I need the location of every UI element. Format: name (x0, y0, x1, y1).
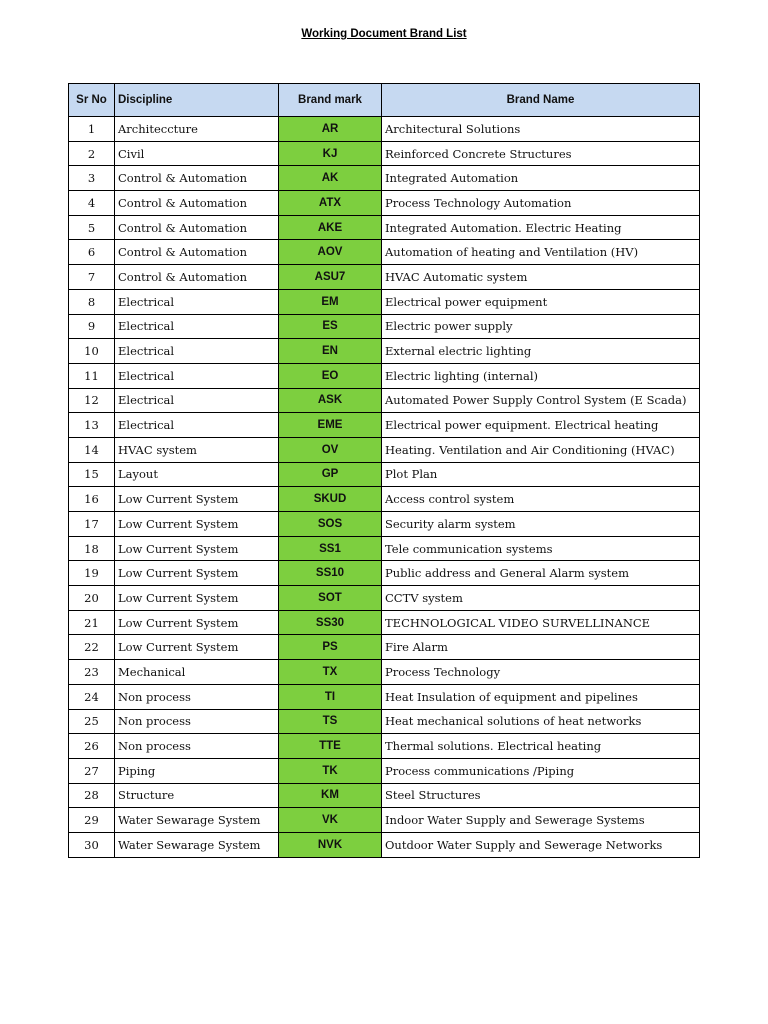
brand-name-cell: CCTV system (382, 586, 700, 611)
brand-name-cell: Process Technology Automation (382, 191, 700, 216)
table-body (69, 117, 700, 858)
table-row (69, 561, 700, 586)
sr-no-cell: 13 (69, 413, 115, 438)
discipline-cell: Non process (115, 709, 279, 734)
table-row (69, 783, 700, 808)
brand-mark-cell: VK (279, 808, 382, 833)
brand-mark-cell: KJ (279, 141, 382, 166)
table-row (69, 215, 700, 240)
discipline-cell: Low Current System (115, 512, 279, 537)
brand-name-cell: Architectural Solutions (382, 117, 700, 142)
table-row (69, 289, 700, 314)
discipline-cell: Electrical (115, 388, 279, 413)
discipline-cell: Non process (115, 734, 279, 759)
discipline-cell: Electrical (115, 413, 279, 438)
brand-name-cell: Electric lighting (internal) (382, 363, 700, 388)
header-row (69, 84, 700, 117)
discipline-cell: Water Sewarage System (115, 832, 279, 857)
brand-mark-cell: SS10 (279, 561, 382, 586)
brand-name-cell: Integrated Automation. Electric Heating (382, 215, 700, 240)
brand-name-cell: Indoor Water Supply and Sewerage Systems (382, 808, 700, 833)
brand-name-cell: External electric lighting (382, 339, 700, 364)
column-header-brand-mark: Brand mark (279, 84, 382, 117)
sr-no-cell: 28 (69, 783, 115, 808)
discipline-cell: Low Current System (115, 635, 279, 660)
sr-no-cell: 30 (69, 832, 115, 857)
brand-mark-cell: AK (279, 166, 382, 191)
sr-no-cell: 14 (69, 437, 115, 462)
table-row (69, 363, 700, 388)
brand-mark-cell: ASK (279, 388, 382, 413)
discipline-cell: Civil (115, 141, 279, 166)
discipline-cell: Control & Automation (115, 265, 279, 290)
brand-mark-cell: SS30 (279, 610, 382, 635)
table-row (69, 265, 700, 290)
sr-no-cell: 9 (69, 314, 115, 339)
brand-mark-cell: EN (279, 339, 382, 364)
brand-name-cell: Process Technology (382, 660, 700, 685)
brand-mark-cell: ES (279, 314, 382, 339)
table-row (69, 832, 700, 857)
brand-name-cell: Plot Plan (382, 462, 700, 487)
table-row (69, 487, 700, 512)
sr-no-cell: 21 (69, 610, 115, 635)
sr-no-cell: 16 (69, 487, 115, 512)
brand-mark-cell: SOS (279, 512, 382, 537)
sr-no-cell: 26 (69, 734, 115, 759)
brand-name-cell: Electrical power equipment (382, 289, 700, 314)
brand-mark-cell: EO (279, 363, 382, 388)
brand-name-cell: Electrical power equipment. Electrical heating (382, 413, 700, 438)
brand-name-cell: Automation of heating and Ventilation (HV) (382, 240, 700, 265)
brand-mark-cell: TK (279, 758, 382, 783)
brand-name-cell: Electric power supply (382, 314, 700, 339)
sr-no-cell: 1 (69, 117, 115, 142)
table-row (69, 166, 700, 191)
table-row (69, 709, 700, 734)
sr-no-cell: 4 (69, 191, 115, 216)
discipline-cell: Control & Automation (115, 240, 279, 265)
brand-name-cell: Access control system (382, 487, 700, 512)
discipline-cell: Low Current System (115, 586, 279, 611)
sr-no-cell: 3 (69, 166, 115, 191)
sr-no-cell: 6 (69, 240, 115, 265)
discipline-cell: Low Current System (115, 610, 279, 635)
sr-no-cell: 18 (69, 536, 115, 561)
brand-mark-cell: TS (279, 709, 382, 734)
discipline-cell: Electrical (115, 339, 279, 364)
table-row (69, 734, 700, 759)
discipline-cell: Water Sewarage System (115, 808, 279, 833)
discipline-cell: Control & Automation (115, 191, 279, 216)
table-row (69, 240, 700, 265)
sr-no-cell: 15 (69, 462, 115, 487)
table-row (69, 462, 700, 487)
brand-mark-cell: OV (279, 437, 382, 462)
sr-no-cell: 29 (69, 808, 115, 833)
brand-name-cell: Security alarm system (382, 512, 700, 537)
sr-no-cell: 7 (69, 265, 115, 290)
table-row (69, 413, 700, 438)
sr-no-cell: 12 (69, 388, 115, 413)
table-row (69, 437, 700, 462)
sr-no-cell: 23 (69, 660, 115, 685)
brand-list-table (68, 83, 700, 858)
table-row (69, 141, 700, 166)
table-row (69, 808, 700, 833)
document-title: Working Document Brand List (301, 28, 467, 40)
discipline-cell: Low Current System (115, 487, 279, 512)
discipline-cell: Electrical (115, 363, 279, 388)
brand-name-cell: Steel Structures (382, 783, 700, 808)
table-row (69, 191, 700, 216)
discipline-cell: Low Current System (115, 561, 279, 586)
sr-no-cell: 10 (69, 339, 115, 364)
discipline-cell: Control & Automation (115, 215, 279, 240)
sr-no-cell: 22 (69, 635, 115, 660)
sr-no-cell: 11 (69, 363, 115, 388)
discipline-cell: Piping (115, 758, 279, 783)
brand-mark-cell: NVK (279, 832, 382, 857)
brand-name-cell: Heat Insulation of equipment and pipelines (382, 684, 700, 709)
discipline-cell: Low Current System (115, 536, 279, 561)
brand-name-cell: TECHNOLOGICAL VIDEO SURVELLINANCE (382, 610, 700, 635)
discipline-cell: Architeccture (115, 117, 279, 142)
discipline-cell: Layout (115, 462, 279, 487)
brand-mark-cell: GP (279, 462, 382, 487)
brand-mark-cell: PS (279, 635, 382, 660)
table-row (69, 660, 700, 685)
discipline-cell: Electrical (115, 314, 279, 339)
brand-mark-cell: KM (279, 783, 382, 808)
discipline-cell: Mechanical (115, 660, 279, 685)
brand-mark-cell: SS1 (279, 536, 382, 561)
table-row (69, 586, 700, 611)
column-header-sr-no: Sr No (69, 84, 115, 117)
brand-name-cell: Process communications /Piping (382, 758, 700, 783)
column-header-discipline: Discipline (115, 84, 279, 117)
sr-no-cell: 27 (69, 758, 115, 783)
brand-name-cell: Thermal solutions. Electrical heating (382, 734, 700, 759)
table-row (69, 314, 700, 339)
brand-name-cell: Heating. Ventilation and Air Conditioning (HVAC) (382, 437, 700, 462)
brand-name-cell: Reinforced Concrete Structures (382, 141, 700, 166)
brand-mark-cell: AKE (279, 215, 382, 240)
brand-mark-cell: SOT (279, 586, 382, 611)
sr-no-cell: 2 (69, 141, 115, 166)
table-row (69, 610, 700, 635)
brand-name-cell: Fire Alarm (382, 635, 700, 660)
column-header-brand-name: Brand Name (382, 84, 700, 117)
brand-mark-cell: ATX (279, 191, 382, 216)
table-row (69, 536, 700, 561)
discipline-cell: HVAC system (115, 437, 279, 462)
sr-no-cell: 17 (69, 512, 115, 537)
sr-no-cell: 5 (69, 215, 115, 240)
discipline-cell: Electrical (115, 289, 279, 314)
discipline-cell: Control & Automation (115, 166, 279, 191)
brand-mark-cell: TI (279, 684, 382, 709)
brand-name-cell: Outdoor Water Supply and Sewerage Networks (382, 832, 700, 857)
brand-name-cell: Integrated Automation (382, 166, 700, 191)
brand-mark-cell: TTE (279, 734, 382, 759)
brand-name-cell: Automated Power Supply Control System (E Scada) (382, 388, 700, 413)
table-header (69, 84, 700, 117)
brand-name-cell: Heat mechanical solutions of heat networks (382, 709, 700, 734)
discipline-cell: Structure (115, 783, 279, 808)
table-row (69, 388, 700, 413)
table-row (69, 635, 700, 660)
discipline-cell: Non process (115, 684, 279, 709)
brand-mark-cell: ASU7 (279, 265, 382, 290)
brand-mark-cell: TX (279, 660, 382, 685)
brand-mark-cell: EME (279, 413, 382, 438)
table-row (69, 684, 700, 709)
table-row (69, 339, 700, 364)
brand-name-cell: Public address and General Alarm system (382, 561, 700, 586)
brand-name-cell: HVAC Automatic system (382, 265, 700, 290)
table-row (69, 758, 700, 783)
sr-no-cell: 19 (69, 561, 115, 586)
table-row (69, 512, 700, 537)
brand-mark-cell: AR (279, 117, 382, 142)
table-row (69, 117, 700, 142)
brand-mark-cell: EM (279, 289, 382, 314)
brand-mark-cell: AOV (279, 240, 382, 265)
sr-no-cell: 24 (69, 684, 115, 709)
sr-no-cell: 20 (69, 586, 115, 611)
sr-no-cell: 25 (69, 709, 115, 734)
sr-no-cell: 8 (69, 289, 115, 314)
brand-name-cell: Tele communication systems (382, 536, 700, 561)
brand-mark-cell: SKUD (279, 487, 382, 512)
